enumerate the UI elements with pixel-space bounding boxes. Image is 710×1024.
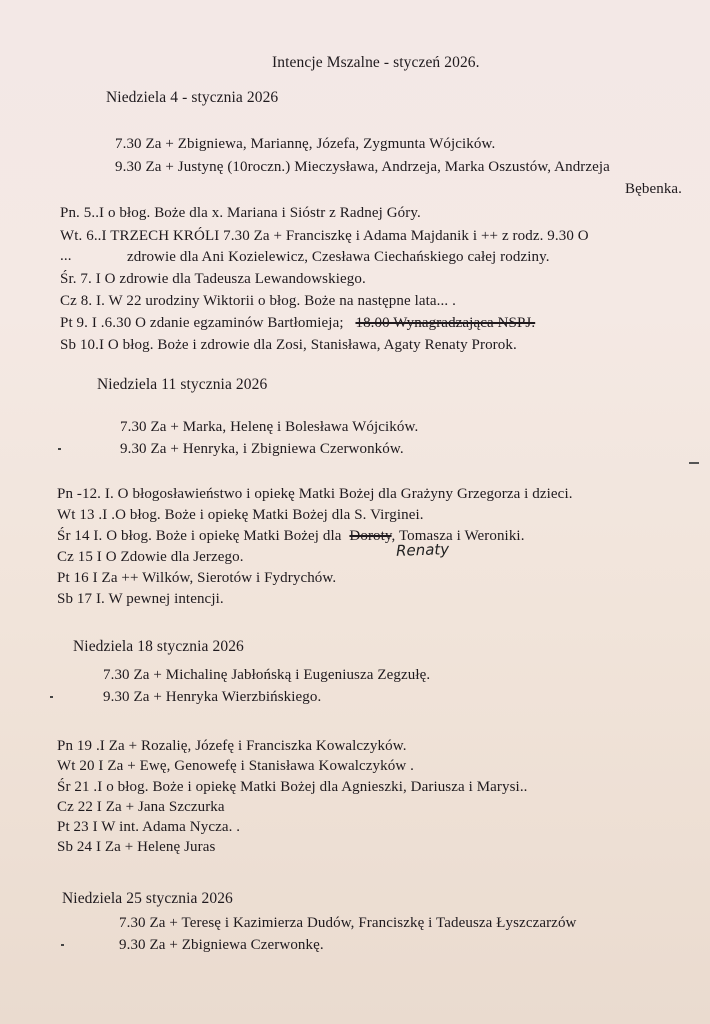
handwritten-correction: Renaty	[395, 540, 450, 560]
week4-mass-730: 7.30 Za + Teresę i Kazimierza Dudów, Franciszkę i Tadeusza Łyszczarzów	[119, 915, 577, 931]
week2-thursday: Cz 15 I O Zdowie dla Jerzego.	[57, 549, 244, 565]
week1-tuesday: Wt. 6..I TRZECH KRÓLI 7.30 Za + Franciszkę i Adama Majdanik i ++ z rodz. 9.30 O	[60, 228, 589, 244]
week2-wednesday-text-end: , Tomasza i Weroniki.	[391, 528, 525, 544]
week2-heading: Niedziela 11 stycznia 2026	[97, 376, 268, 393]
week1-mass-930: 9.30 Za + Justynę (10roczn.) Mieczysława, Andrzeja, Marka Oszustów, Andrzeja	[115, 159, 610, 175]
week2-mass-930: 9.30 Za + Henryka, i Zbigniewa Czerwonków.	[120, 441, 404, 457]
week4-mass-930: 9.30 Za + Zbigniewa Czerwonkę.	[119, 937, 324, 953]
week1-mass-730: 7.30 Za + Zbigniewa, Mariannę, Józefa, Zygmunta Wójcików.	[115, 136, 496, 152]
week1-heading: Niedziela 4 - stycznia 2026	[106, 89, 279, 106]
week1-monday: Pn. 5..I o błog. Boże dla x. Mariana i Sióstr z Radnej Góry.	[60, 205, 421, 221]
week2-tuesday: Wt 13 .I .O błog. Boże i opiekę Matki Bożej dla S. Virginei.	[57, 507, 424, 523]
week1-friday-text: Pt 9. I .6.30 O zdanie egzaminów Bartłomieja;	[60, 315, 344, 331]
week1-thursday: Cz 8. I. W 22 urodziny Wiktorii o błog. Boże na następne lata... .	[60, 293, 456, 309]
week1-tuesday-cont: zdrowie dla Ani Kozielewicz, Czesława Ciechańskiego całej rodziny.	[127, 249, 550, 265]
week1-wednesday: Śr. 7. I O zdrowie dla Tadeusza Lewandowskiego.	[60, 271, 366, 287]
paper-speck	[50, 696, 53, 698]
week1-saturday: Sb 10.I O błog. Boże i zdrowie dla Zosi, Stanisława, Agaty Renaty Prorok.	[60, 337, 517, 353]
week2-wednesday-struck-name: Doroty	[349, 528, 392, 544]
week3-monday: Pn 19 .I Za + Rozalię, Józefę i Franciszka Kowalczyków.	[57, 738, 407, 754]
week3-wednesday: Śr 21 .I o błog. Boże i opiekę Matki Bożej dla Agnieszki, Dariusza i Marysi..	[57, 779, 528, 795]
paper-speck	[58, 448, 61, 450]
week1-friday-struck-text: 18.00 Wynagradzająca NSPJ.	[355, 315, 536, 331]
paper-speck	[61, 944, 64, 946]
week2-friday: Pt 16 I Za ++ Wilków, Sierotów i Fydrychów.	[57, 570, 337, 586]
week2-monday: Pn -12. I. O błogosławieństwo i opiekę Matki Bożej dla Grażyny Grzegorza i dzieci.	[57, 486, 573, 502]
week3-friday: Pt 23 I W int. Adama Nycza. .	[57, 819, 241, 835]
week3-mass-730: 7.30 Za + Michalinę Jabłońską i Eugeniusza Zegzułę.	[103, 667, 431, 683]
week4-heading: Niedziela 25 stycznia 2026	[62, 890, 233, 907]
week1-mass-930-cont: Bębenka.	[625, 181, 683, 197]
week3-saturday: Sb 24 I Za + Helenę Juras	[57, 839, 216, 855]
document-title: Intencje Mszalne - styczeń 2026.	[272, 54, 480, 71]
week3-mass-930: 9.30 Za + Henryka Wierzbińskiego.	[103, 689, 322, 705]
week2-wednesday-text: Śr 14 I. O błog. Boże i opiekę Matki Bożej dla	[57, 528, 342, 544]
week2-mass-730: 7.30 Za + Marka, Helenę i Bolesława Wójcików.	[120, 419, 419, 435]
week2-wednesday	[57, 527, 525, 545]
week1-friday	[60, 314, 535, 332]
week1-tuesday-ellipsis: ...	[60, 248, 72, 264]
week2-saturday: Sb 17 I. W pewnej intencji.	[57, 591, 224, 607]
week3-thursday: Cz 22 I Za + Jana Szczurka	[57, 799, 225, 815]
week3-heading: Niedziela 18 stycznia 2026	[73, 638, 244, 655]
week3-tuesday: Wt 20 I Za + Ewę, Genowefę i Stanisława Kowalczyków .	[57, 758, 414, 774]
paper-mark	[689, 462, 699, 464]
